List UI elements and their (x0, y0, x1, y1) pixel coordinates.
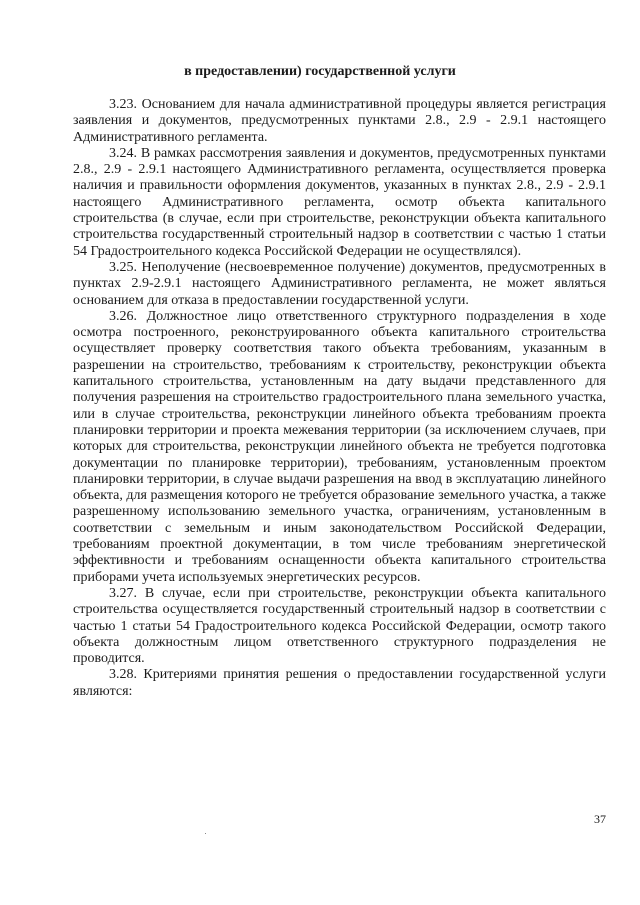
paragraph-3-23: 3.23. Основанием для начала административной процедуры является регистрация заявления и документов, предусмотренных пунктами 2.8., 2.9 - 2.9.1 настоящего Административного регламента. (73, 97, 606, 145)
paragraph-3-24: 3.24. В рамках рассмотрения заявления и документов, предусмотренных пунктами 2.8., 2.9 - 2.9.1 настоящего Административного регламента, осуществляется проверка наличия и правильности оформления документов, указанных в пунктах 2.8., 2.9 - 2.9.1 настоящего Административного регламента, осмотр объекта капитального строительства (в случае, если при строительстве, реконструкции объекта капитального строительства государственный строительный надзор в соответствии с частью 1 статьи 54 Градостроительного кодекса Российской Федерации не осуществлялся). (73, 145, 606, 259)
paragraph-3-27: 3.27. В случае, если при строительстве, реконструкции объекта капитального строительства осуществляется государственный строительный надзор в соответствии с частью 1 статьи 54 Градостроительного кодекса Российской Федерации, осмотр такого объекта должностным лицом ответственного структурного подразделения не проводится. (73, 585, 606, 667)
section-heading: в предоставлении) государственной услуги (184, 64, 456, 79)
paragraph-3-26: 3.26. Должностное лицо ответственного структурного подразделения в ходе осмотра построенного, реконструированного объекта капитального строительства осуществляет проверку соответствия такого объекта требованиям, указанным в разрешении на строительство, требованиям к строительству, реконструкции объекта капитального строительства, установленным на дату выдачи представленного для получения разрешения на строительство градостроительного плана земельного участка, или в случае строительства, реконструкции линейного объекта требованиям проекта планировки территории и проекта межевания территории (за исключением случаев, при которых для строительства, реконструкции линейного объекта не требуется подготовка документации по планировке территории), требованиям, установленным проектом планировки территории, в случае выдачи разрешения на ввод в эксплуатацию линейного объекта, для размещения которого не требуется образование земельного участка, а также разрешенному использованию земельного участка, ограничениям, установленным в соответствии с земельным и иным законодательством Российской Федерации, требованиям проектной документации, в том числе требованиям энергетической эффективности и требованиям оснащенности объекта капитального строительства приборами учета используемых энергетических ресурсов. (73, 308, 606, 585)
document-body (73, 97, 606, 700)
paragraph-3-28: 3.28. Критериями принятия решения о предоставлении государственной услуги являются: (73, 667, 606, 699)
page-number: 37 (594, 812, 606, 826)
scan-speck (205, 833, 206, 834)
paragraph-3-25: 3.25. Неполучение (несвоевременное получение) документов, предусмотренных в пунктах 2.9-2.9.1 настоящего Административного регламента, не может являться основанием для отказа в предоставлении государственной услуги. (73, 259, 606, 308)
